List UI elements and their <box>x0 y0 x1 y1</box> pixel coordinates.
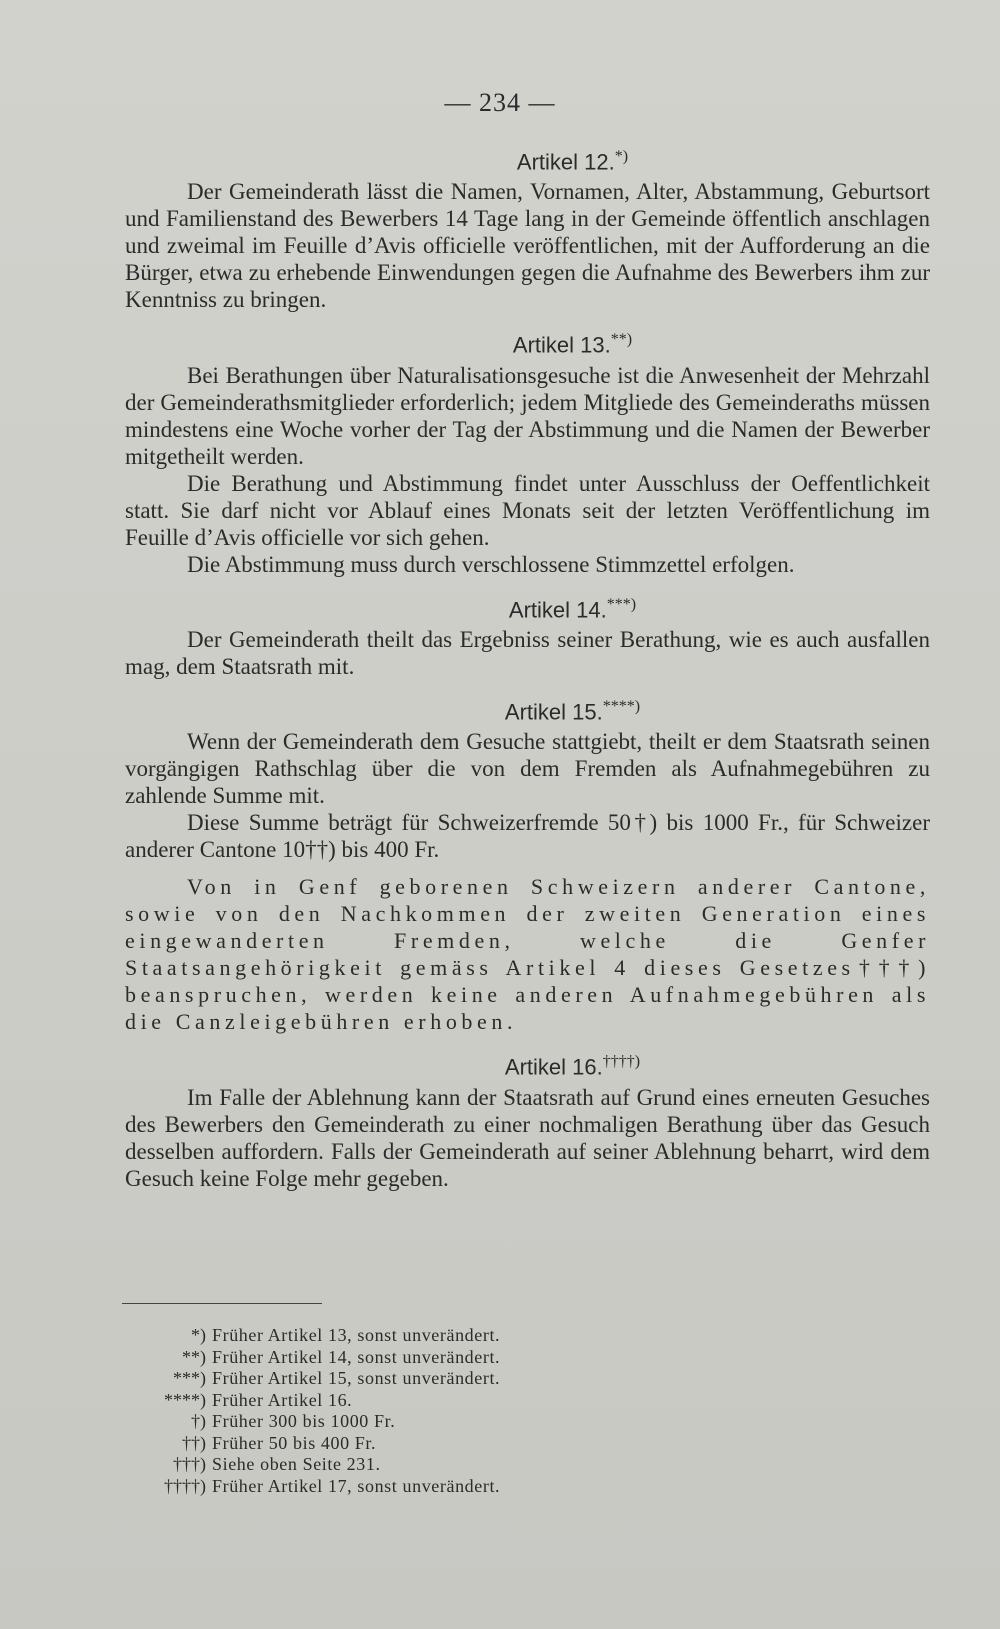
footnote <box>122 1454 722 1476</box>
footnote <box>122 1433 722 1455</box>
article-13-paragraph: Die Berathung und Abstimmung findet unter Ausschluss der Oeffentlichkeit statt. Sie darf nicht vor Ablauf eines Monats seit der letzten Veröffentlichung im Feuille d’Avis officielle vor sich gehen. <box>125 470 930 550</box>
footnote-text: Früher Artikel 15, sonst unverändert. <box>212 1368 501 1388</box>
footnote-divider <box>122 1303 322 1304</box>
footnote <box>122 1325 722 1347</box>
footnote-text: Früher 300 bis 1000 Fr. <box>212 1411 396 1431</box>
footnote <box>122 1390 722 1412</box>
footnote-mark: *) <box>191 1325 206 1345</box>
page-body <box>125 148 930 1192</box>
footnote-ref: *) <box>614 148 629 165</box>
article-15-spaced-paragraph: Von in Genf geborenen Schweizern anderer Cantone, sowie von den Nachkommen der zweiten Generation eines eingewanderten Fremden, welche die Genfer Staatsangehörigkeit gemäss Artikel 4 dieses Gesetzes†††) beanspruchen, werden keine anderen Aufnahmegebühren als die Canzleigebühren erhoben. <box>125 874 930 1035</box>
footnote <box>122 1411 722 1433</box>
footnote <box>122 1368 722 1390</box>
footnote-mark: ††††) <box>164 1475 206 1496</box>
article-15-heading: Artikel 15.****) <box>504 697 641 725</box>
footnote-text: Früher Artikel 13, sonst unverändert. <box>212 1325 501 1345</box>
footnote-text: Früher Artikel 17, sonst unverändert. <box>212 1475 501 1496</box>
footnote-ref: **) <box>610 331 633 349</box>
article-13-heading: Artikel 13.**) <box>512 331 633 358</box>
article-12-heading: Artikel 12.*) <box>516 148 629 175</box>
footnote-mark: **) <box>182 1346 206 1367</box>
footnote-text: Früher Artikel 14, sonst unverändert. <box>212 1346 501 1367</box>
footnote-ref: ****) <box>602 697 641 715</box>
article-14-heading: Artikel 14.***) <box>508 595 637 622</box>
page-number: — 234 — <box>444 88 556 117</box>
footnotes <box>122 1325 722 1497</box>
article-15-paragraph: Diese Summe beträgt für Schweizerfremde 50†) bis 1000 Fr., für Schweizer anderer Cantone 10††) bis 400 Fr. <box>125 810 930 863</box>
footnote-mark: ††) <box>182 1432 206 1453</box>
article-16-heading: Artikel 16.††††) <box>504 1053 641 1080</box>
footnote-ref: ††††) <box>602 1053 641 1071</box>
footnote-text: Früher 50 bis 400 Fr. <box>212 1432 377 1453</box>
article-16-paragraph: Im Falle der Ablehnung kann der Staatsrath auf Grund eines erneuten Gesuches des Bewerbers den Gemeinderath zu einer nochmaligen Berathung über das Gesuch desselben auffordern. Falls der Gemeinderath auf seiner Ablehnung beharrt, wird dem Gesuch keine Folge mehr gegeben. <box>125 1084 930 1191</box>
footnote-mark: ***) <box>173 1368 206 1388</box>
footnote-text: Siehe oben Seite 231. <box>212 1454 381 1474</box>
footnote <box>122 1347 722 1369</box>
footnote-mark: †) <box>191 1411 206 1431</box>
article-15-paragraph: Wenn der Gemeinderath dem Gesuche stattgiebt, theilt er dem Staatsrath seinen vorgängigen Rathschlag über die von dem Fremden als Aufnahmegebühren zu zahlende Summe mit. <box>125 729 930 809</box>
article-14-paragraph: Der Gemeinderath theilt das Ergebniss seiner Berathung, wie es auch ausfallen mag, dem Staatsrath mit. <box>125 626 930 679</box>
article-12-paragraph: Der Gemeinderath lässt die Namen, Vornamen, Alter, Abstammung, Geburtsort und Familienstand des Bewerbers 14 Tage lang in der Gemeinde öffentlich anschlagen und zweimal im Feuille d’Avis officielle veröffentlichen, mit der Aufforderung an die Bürger, etwa zu erhebende Einwendungen gegen die Aufnahme des Bewerbers ihm zur Kenntniss zu bringen. <box>125 179 930 313</box>
footnote <box>122 1476 722 1498</box>
footnote-mark: ****) <box>164 1389 206 1410</box>
footnote-text: Früher Artikel 16. <box>212 1389 353 1410</box>
footnote-ref: ***) <box>606 595 637 613</box>
article-13-paragraph: Bei Berathungen über Naturalisationsgesuche ist die Anwesenheit der Mehrzahl der Gemeinderathsmitglieder erforderlich; jedem Mitgliede des Gemeinderaths müssen mindestens eine Woche vorher der Tag der Abstimmung und die Namen der Bewerber mitgetheilt werden. <box>125 362 930 469</box>
article-13-paragraph: Die Abstimmung muss durch verschlossene Stimmzettel erfolgen. <box>187 551 795 577</box>
footnote-mark: †††) <box>173 1454 206 1474</box>
